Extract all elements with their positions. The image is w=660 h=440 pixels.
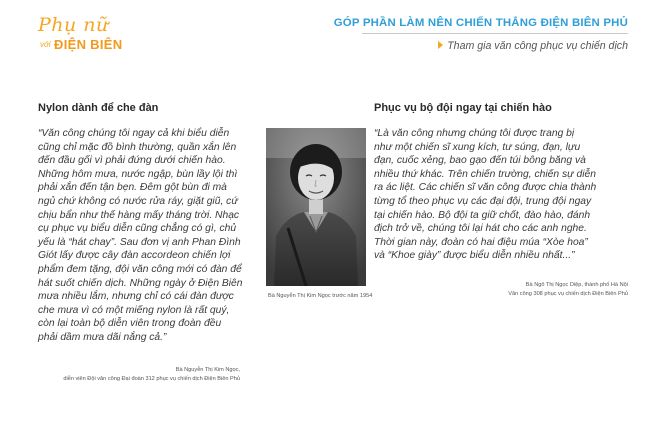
- quote-line: cũng chỉ mặc đồ bình thường, quần xắn lên: [38, 141, 237, 153]
- left-credit-name: Bà Nguyễn Thị Kim Ngọc,: [175, 367, 240, 373]
- right-credit-name: Bà Ngô Thị Ngọc Diệp, thành phố Hà Nội: [525, 282, 628, 288]
- right-quote: [374, 127, 596, 263]
- left-quote: [38, 127, 243, 345]
- quote-line: đến đầu gối vì phải đứng dưới chiến hào.: [38, 155, 226, 167]
- quote-line: “Văn công chúng tôi ngay cả khi biểu diễn: [38, 128, 230, 139]
- right-heading: Phục vụ bộ đội ngay tại chiến hào: [374, 102, 552, 114]
- quote-line: phải dầm mưa dãi nắng cả.”: [38, 331, 167, 343]
- triangle-bullet-icon: [438, 41, 443, 49]
- quote-line: như một chiến sĩ xung kích, tư súng, đạn, lựu: [374, 141, 581, 153]
- quote-line: tại chiến hào. Bộ đội ta giữ chốt, đào hào, đánh: [374, 209, 591, 221]
- magazine-logo: [38, 14, 148, 56]
- quote-line: nhiều thứ khác. Trên chiến trường, chiến sự diễn: [374, 168, 596, 180]
- quote-line: che mưa vì có một miếng nylon là rất quý,: [38, 304, 230, 316]
- quote-line: đạn, cuốc xẻng, bao gạo đến túi bông băng và: [374, 155, 586, 167]
- quote-line: “Là văn công nhưng chúng tôi được trang bị: [374, 128, 575, 139]
- left-credit: [63, 366, 240, 383]
- portrait-image: [266, 128, 366, 286]
- quote-line: phải xắn đến tận bẹn. Đêm gột bùn đi mà: [38, 182, 227, 194]
- quote-line: địch trở về, chúng tôi lại hát cho các anh nghe.: [374, 223, 587, 235]
- header-divider: [362, 33, 628, 34]
- quote-line: ra ác liệt. Các chiến sĩ văn công được chia thành: [374, 182, 597, 194]
- section-subtitle: [438, 40, 628, 52]
- quote-line: ngủ chứ không có nước rửa ráy, giặt giũ, cứ: [38, 195, 238, 207]
- quote-line: yếu là “hát chay”. Sau đơn vị anh Phan Đình: [38, 236, 241, 248]
- quote-line: mưa nhiều lắm, nhưng chỉ có cái đàn được: [38, 291, 234, 303]
- quote-line: hát suốt chiến dịch. Những ngày ở Điện Biên: [38, 277, 243, 289]
- left-heading: Nylon dành để che đàn: [38, 102, 159, 114]
- quote-line: chịu bẩn như thế hàng mấy tháng trời. Nhạc: [38, 209, 240, 221]
- logo-script-text: Phụ nữ: [38, 14, 109, 36]
- portrait-photo: [266, 128, 366, 286]
- quote-line: phẩm đem tặng, đội văn công mới có đàn để: [38, 263, 242, 275]
- quote-line: từng tổ theo phục vụ các đại đội, trung đội ngay: [374, 195, 592, 207]
- left-credit-role: diễn viên Đội văn công Đại đoàn 312 phục vụ chiến dịch Điện Biên Phủ: [63, 375, 240, 382]
- logo-small-text: với: [40, 40, 51, 49]
- logo-big-text: ĐIỆN BIÊN: [54, 37, 123, 52]
- right-credit-role: Văn công 308 phục vụ chiến dịch Điện Biên Phủ: [508, 290, 628, 297]
- right-credit: [508, 281, 628, 298]
- quote-line: Giót lấy được cây đàn accordeon chiến lợi: [38, 250, 231, 262]
- section-title: GÓP PHẦN LÀM NÊN CHIẾN THẮNG ĐIỆN BIÊN PHỦ: [333, 17, 628, 29]
- quote-line: Những hôm mưa, nước ngập, bùn lầy lội thì: [38, 168, 238, 180]
- section-subtitle-text: Tham gia văn công phục vụ chiến dịch: [447, 40, 628, 52]
- quote-line: cụ phục vụ biểu diễn cũng chẳng có gì, chủ: [38, 223, 237, 235]
- quote-line: và “Khoe giày” được biểu diễn nhiều nhất...”: [374, 250, 575, 262]
- quote-line: Thời gian này, đoàn có hai điệu múa “Xòe hoa”: [374, 236, 588, 248]
- quote-line: còn lại toàn bộ diễn viên trong đoàn đều: [38, 318, 222, 330]
- photo-caption: Bà Nguyễn Thị Kim Ngọc trước năm 1954: [268, 293, 373, 299]
